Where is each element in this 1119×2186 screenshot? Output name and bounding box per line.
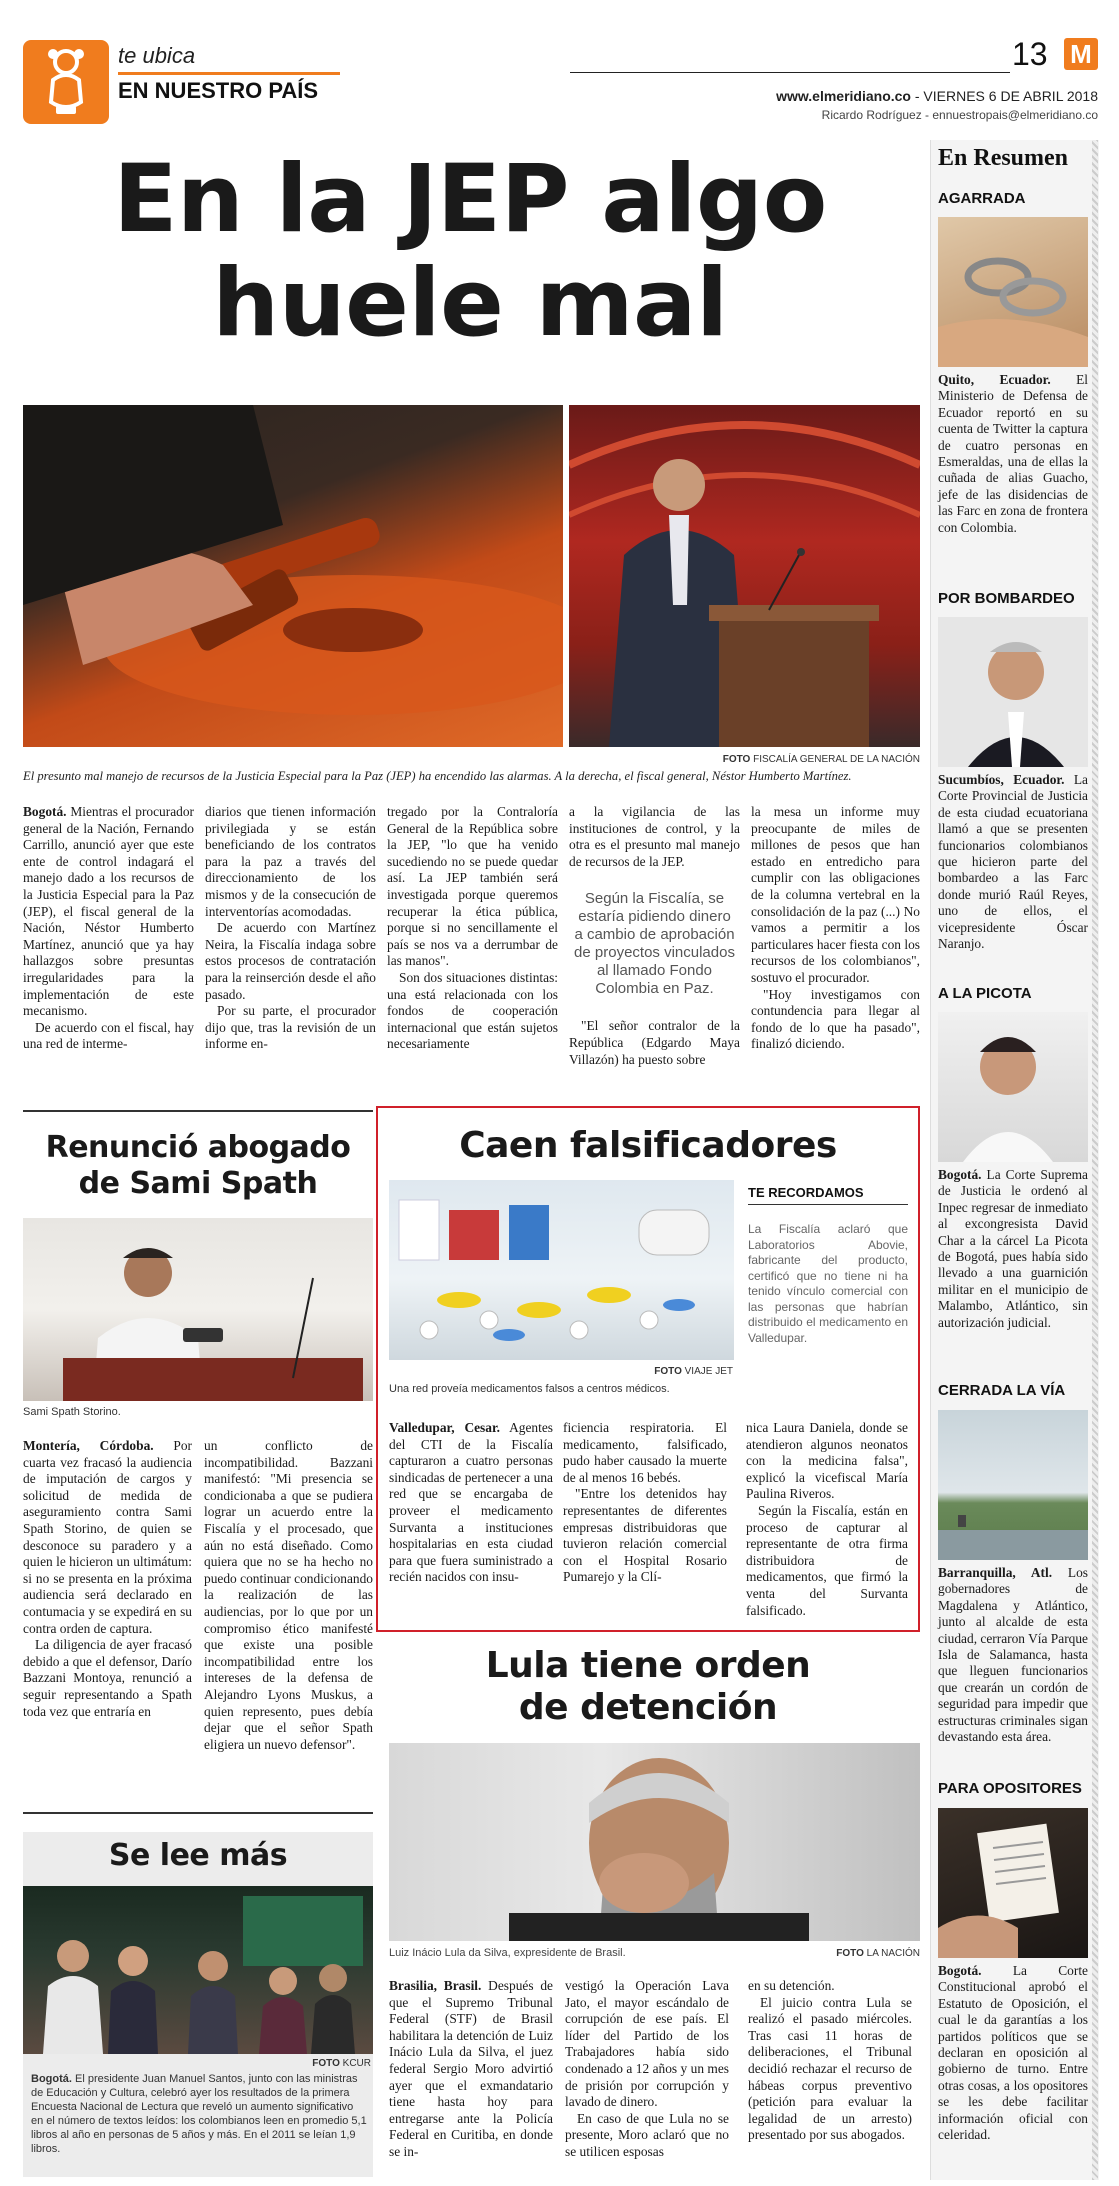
resumen-naranjo-photo <box>938 617 1088 767</box>
resumen-document-photo <box>938 1808 1088 1958</box>
falsificadores-headline: Caen falsificadores <box>459 1125 837 1166</box>
resumen-title: En Resumen <box>938 145 1069 171</box>
main-col-3: tregado por la Contraloría General de la República sobre la JEP, "lo que ha venido sucediendo no se puede quedar así. La JEP también será investigada porque queremos recuperar la ética pública, porque si no sencillamente el país se nos va a derrumbar de las manos". Son dos situaciones distintas: una está relacionada con los fondos de cooperación internacional que están sujetos necesariamente <box>387 804 558 1052</box>
fiscal-photo <box>569 405 920 747</box>
main-headline <box>20 145 920 358</box>
se-lee-mas-photo <box>23 1886 373 2054</box>
resumen-item-text: Quito, Ecuador. El Ministerio de Defensa de Ecuador reportó en su cuenta de Twitter la captura de cuatro personas en Esmeraldas, una de ellas la cuñada de alias Guacho, jefe de las disidencias de las Farc en zona de frontera con Colombia. <box>938 372 1088 535</box>
falsificadores-col-3: nica Laura Daniela, donde se atendieron algunos neonatos con la medicina falsa", explicó la vicefiscal María Paulina Riveros. Según la Fiscalía, están en proceso de capturar al representante de otra firma distribuidora de medicamentos, que firmó la venta del Survanta falsificado. <box>746 1420 908 1618</box>
resumen-item-text: Bogotá. La Corte Suprema de Justicia le ordenó al Inpec regresar de inmediato al excongresista David Char a la cárcel La Picota de Bogotá, pues había sido llevado a una guarnición militar en el municipio de Malambo, Atlántico, sin autorización judicial. <box>938 1167 1088 1330</box>
pull-quote: Según la Fiscalía, se estaría pidiendo dinero a cambio de aprobación de proyectos vinculados al llamado Fondo Colombia en Paz. <box>574 890 735 998</box>
se-lee-mas-text: Bogotá. El presidente Juan Manuel Santos, junto con las ministras de Educación y Cultura, celebró ayer los resultados de la primera Encuesta Nacional de Lectura que reveló un aumento significativo en el número de textos leídos: los colombianos leen en promedio 5,1 libros al año en personas de 5 años y más. En el 2011 se leían 1,9 libros. <box>31 2073 367 2155</box>
falsificadores-col-2: ficiencia respiratoria. El medicamento, falsificado, pudo haber causado la muerte de al menos 16 bebés. "Entre los detenidos hay representantes de diferentes empresas distribuidoras que tuvieron relación comercial con el Hospital Rosario Pumarejo y la Clí- <box>563 1420 727 1585</box>
resumen-item-head: PARA OPOSITORES <box>938 1780 1082 1797</box>
lula-col-3: en su detención. El juicio contra Lula se realizó el pasado miércoles. Tras casi 11 horas de deliberaciones, el Tribunal decidió rechazar el recurso de hábeas corpus preventivo (petición para evaluar la legalidad de un arresto) presentado por sus abogados. <box>748 1978 912 2143</box>
se-lee-mas-title: Se lee más <box>108 1838 288 1873</box>
resumen-item-head: A LA PICOTA <box>938 985 1032 1002</box>
lula-headline-line2: de detención <box>518 1687 778 1728</box>
section-tag-rule <box>118 72 340 75</box>
resumen-item-head: AGARRADA <box>938 190 1026 207</box>
resumen-pattern <box>1092 140 1098 2180</box>
main-caption: El presunto mal manejo de recursos de la Justicia Especial para la Paz (JEP) ha encendido las alarmas. A la derecha, el fiscal general, Néstor Humberto Martínez. <box>23 769 852 783</box>
website: www.elmeridiano.co <box>776 88 911 104</box>
mascot-icon <box>23 40 109 124</box>
gavel-photo <box>23 405 563 747</box>
se-lee-mas-rule <box>23 1812 373 1814</box>
dateline <box>776 88 1098 104</box>
se-lee-mas-credit: FOTO KCUR <box>312 2058 371 2069</box>
lula-col-1: Brasilia, Brasil. Después de que el Supremo Tribunal Federal (STF) de Brasil habilitara la detención de Luiz Inácio Lula da Silva, el juez federal Sergio Moro advirtió ayer que el exmandatario tiene hasta hoy para entregarse ante la Policía Federal en Curitiba, en donde se in- <box>389 1978 553 2159</box>
te-recordamos-rule <box>748 1204 908 1205</box>
resumen-road-photo <box>938 1410 1088 1560</box>
falsificadores-credit: FOTO VIAJE JET <box>654 1366 733 1377</box>
section-logo <box>23 40 109 124</box>
main-col-2: diarios que tienen información privilegiada y se están beneficiando de los contratos para la paz a través del direccionamiento de los mismos y de la consecución de interventorías acomodadas. De acuerdo con Martínez Neira, la Fiscalía indaga sobre estos procesos de contratación para la reinserción desde el año pasado. Por su parte, el procurador dijo que, tras la revisión de un informe en- <box>205 804 376 1052</box>
main-headline-line2: huele mal <box>212 249 728 358</box>
header-rule <box>570 72 1010 73</box>
resumen-item-head: POR BOMBARDEO <box>938 590 1075 607</box>
spath-photo <box>23 1218 373 1401</box>
main-col-1: Bogotá. Mientras el procurador general de la Nación, Fernando Carrillo, anunció ayer que este ente de control indagará el manejo dado a los recursos de la Justicia Especial para la Paz (JEP), el fiscal general de la Nación, Néstor Humberto Martínez, anunció que ya hay hallazgos sobre presuntas irregularidades para la implementación de este mecanismo. De acuerdo con el fiscal, hay una red de interme- <box>23 804 194 1052</box>
lula-headline-line1: Lula tiene orden <box>485 1645 811 1686</box>
resumen-item-head: CERRADA LA VÍA <box>938 1382 1066 1399</box>
lula-credit: FOTO LA NACIÓN <box>836 1948 920 1959</box>
spath-headline: Renunció abogado de Sami Spath <box>45 1130 351 1201</box>
main-col-5: la mesa un informe muy preocupante de miles de millones de pesos que han estado en entredicho para cumplir con las obligaciones de la columna vertebral en la consolidación de la paz (...) No vamos a permitir a los particulares hacer fiesta con los recursos de los colombianos", sostuvo el procurador. "Hoy investigamos con contundencia para llegar al fondo de lo que ha pasado", finalizó diciendo. <box>751 804 920 1052</box>
spath-col-1: Montería, Córdoba. Por cuarta vez fracasó la audiencia de imputación de cargos y solicitud de medida de aseguramiento contra Sami Spath Storino, de quien se desconoce su paradero y a quien le hicieron un ultimátum: si no se presenta en la próxima audiencia será declarado en contumacia y se expedirá en su contra orden de captura. La diligencia de ayer fracasó debido a que el defensor, Darío Bazzani Montoya, renunció a seguir representando a Spath toda vez que entraría en <box>23 1438 193 1719</box>
falsificadores-caption: Una red proveía medicamentos falsos a centros médicos. <box>389 1383 670 1395</box>
te-recordamos-text: La Fiscalía aclaró que Laboratorios Abovie, fabricante del producto, certificó que no tiene ni ha tenido vínculo comercial con las personas que habrían distribuido el medicamento en Valledupar. <box>748 1222 908 1345</box>
resumen-item-text: Bogotá. La Corte Constitucional aprobó el Estatuto de Oposición, el cual le da garantías a los partidos políticos que se declaran en oposición al gobierno de turno. Entre otras cosas, a los opositores se les debe facilitar información oficial con celeridad. <box>938 1963 1088 2143</box>
section-tag: te ubica <box>118 43 196 68</box>
lula-photo <box>389 1743 920 1941</box>
resumen-char-photo <box>938 1012 1088 1162</box>
main-col-4: a la vigilancia de las instituciones de control, y la otra es el presunto mal manejo de recursos de la JEP. Según la Fiscalía, se estaría pidiendo dinero a cambio de aprobación de proyectos vinculados al llamado Fondo Colombia en Paz. "El señor contralor de la República (Edgardo Maya Villazón) ha puesto sobre <box>569 804 740 1067</box>
spath-caption: Sami Spath Storino. <box>23 1406 121 1418</box>
brand-logo: M <box>1064 38 1098 70</box>
medicine-photo <box>389 1180 734 1360</box>
falsificadores-col-1: Valledupar, Cesar. Agentes del CTI de la Fiscalía capturaron a cuatro personas sindicadas de pertenecer a una red que se encargaba de proveer el medicamento Survanta a instituciones hospitalarias en esta ciudad para que fuera suministrado a recién nacidos con insu- <box>389 1420 553 1585</box>
resumen-handcuffs-photo <box>938 217 1088 367</box>
lula-headline <box>380 1645 916 1729</box>
lula-caption: Luiz Inácio Lula da Silva, expresidente de Brasil. <box>389 1947 626 1959</box>
lula-col-2: vestigó la Operación Lava Jato, el mayor escándalo de corrupción de ese país. El líder del Partido de los Trabajadores había sido condenado a 12 años y un mes de prisión por corrupción y lavado de dinero. En caso de que Lula no se presente, Moro aclaró que no se utilicen esposas <box>565 1978 729 2159</box>
resumen-item-text: Barranquilla, Atl. Los gobernadores de Magdalena y Atlántico, junto al alcalde de esta ciudad, cerraron Vía Parque Isla de Salamanca, hasta que lleguen funcionarios que crearán un cordón de seguridad para impedir que estructuras criminales sigan devastando esta área. <box>938 1565 1088 1745</box>
main-headline-line1: En la JEP algo <box>113 145 827 254</box>
resumen-item-text: Sucumbíos, Ecuador. La Corte Provincial de Justicia de esta ciudad ecuatoriana llamó a que se presenten funcionarios colombianos que hicieron parte del bombardeo a las Farc donde murió Raúl Reyes, uno de ellos, el vicepresidente Óscar Naranjo. <box>938 772 1088 952</box>
spath-col-2: un conflicto de incompatibilidad. Bazzani manifestó: "Mi presencia se condicionaba a que se pudiera lograr un acuerdo entre la Fiscalía y el procesado, que aún no está diseñado. Como quiera que no se ha hecho no puedo continuar condicionando la realización de las audiencias, por lo que por un compromiso ético manifesté que existe una posible incompatibilidad entre los intereses de la defensa de Alejandro Lyons Muskus, a quien represento, pues debía dejar que el señor Spath eligiera un nuevo defensor". <box>204 1438 373 1752</box>
date: - VIERNES 6 DE ABRIL 2018 <box>910 88 1098 104</box>
section-name: EN NUESTRO PAÍS <box>118 78 319 103</box>
main-photo-credit: FOTO FISCALÍA GENERAL DE LA NACIÓN <box>722 754 920 765</box>
editor-line: Ricardo Rodríguez - ennuestropais@elmeridiano.co <box>821 108 1098 122</box>
spath-top-rule <box>23 1110 373 1112</box>
page-number: 13 <box>1012 36 1048 72</box>
te-recordamos-title: TE RECORDAMOS <box>748 1185 864 1200</box>
